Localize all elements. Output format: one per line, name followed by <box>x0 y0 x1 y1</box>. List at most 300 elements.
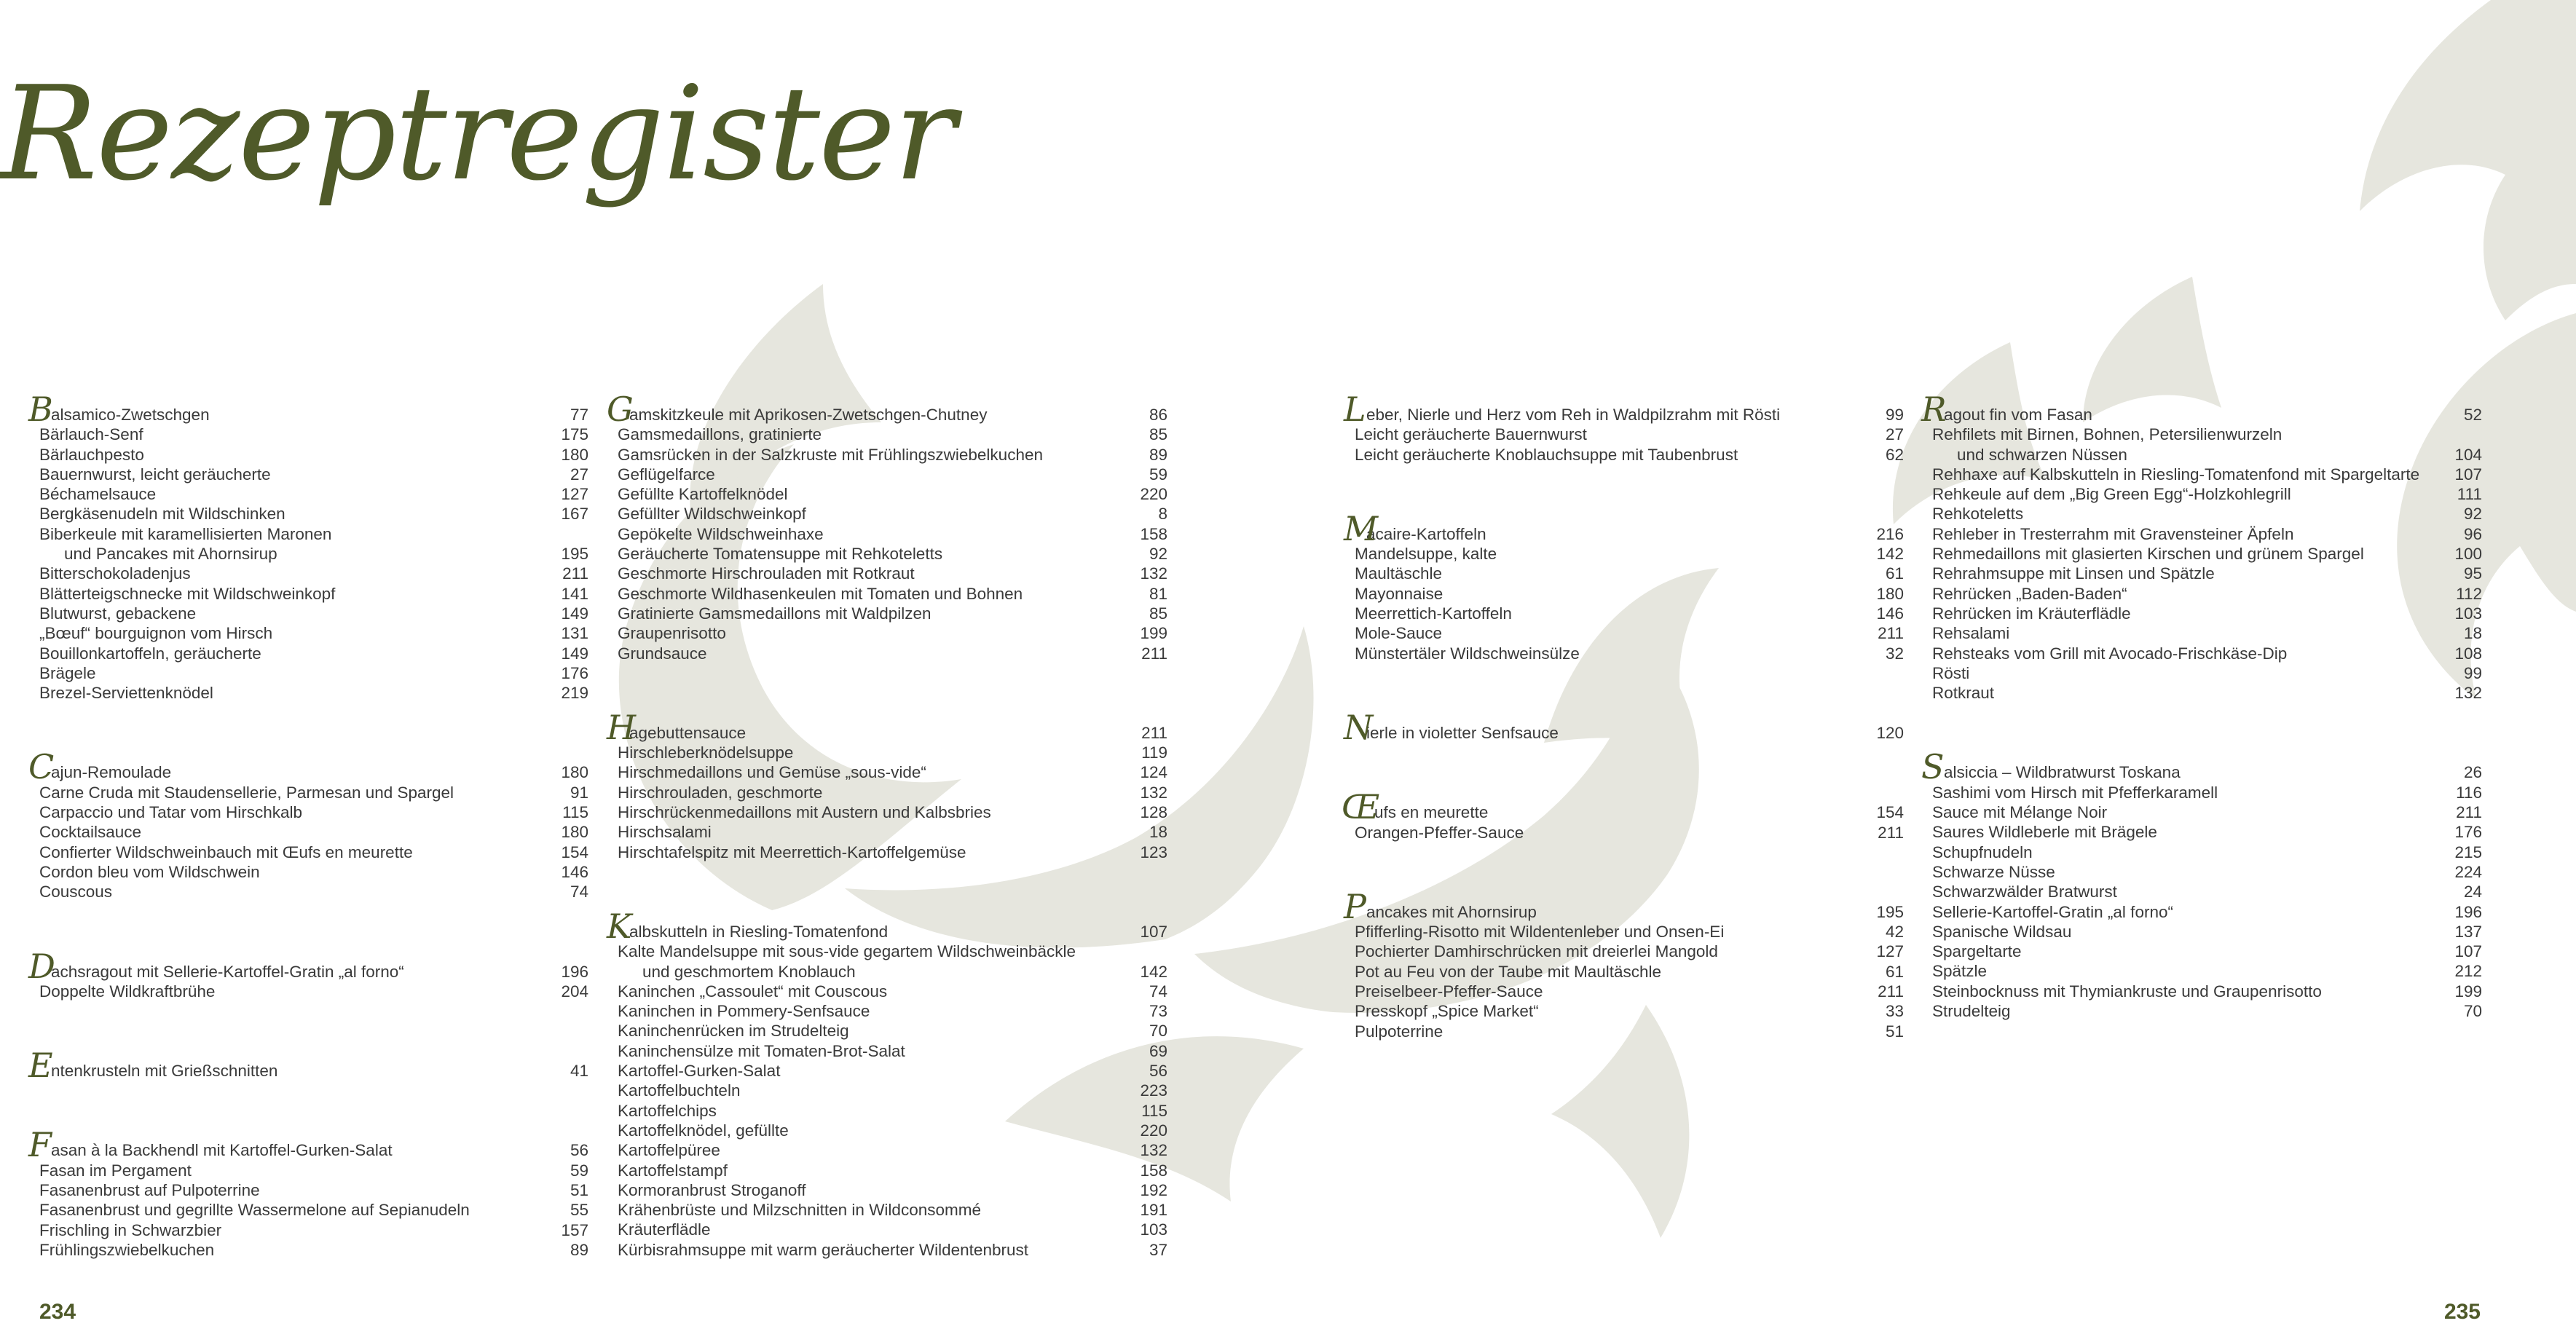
entry-page-number: 204 <box>561 982 588 1001</box>
index-section <box>1342 787 1904 842</box>
index-entry <box>28 1046 588 1086</box>
entry-title: Bouillonkartoffeln, geräucherte <box>39 644 261 663</box>
entry-page-number: 211 <box>2456 803 2482 822</box>
index-entry <box>39 683 588 703</box>
index-entry <box>618 484 1167 504</box>
index-entry <box>39 802 588 822</box>
entry-page-number: 51 <box>570 1181 588 1200</box>
index-entry <box>618 524 1167 544</box>
entry-page-number: 33 <box>1885 1002 1904 1021</box>
entry-page-number: 99 <box>1885 406 1904 424</box>
index-entry <box>1932 683 2482 703</box>
entry-title: agebuttensauce <box>629 723 747 742</box>
entry-page-number: 180 <box>561 763 588 782</box>
index-entry <box>39 1240 588 1260</box>
entry-page-number: 196 <box>561 962 588 981</box>
entry-page-number: 85 <box>1149 425 1167 444</box>
entry-title: Gamsrücken in der Salzkruste mit Frühlingszwiebelkuchen <box>618 445 1043 464</box>
entry-title: Kormoranbrust Stroganoff <box>618 1180 806 1199</box>
index-entry <box>1355 623 1904 643</box>
index-entry <box>618 644 1167 663</box>
index-entry <box>1355 564 1904 583</box>
entry-title: Bitterschokoladenjus <box>39 564 191 583</box>
entry-page-number: 70 <box>2463 1002 2482 1021</box>
entry-title: Geschmorte Wildhasenkeulen mit Tomaten und Bohnen <box>618 584 1023 603</box>
initial-letter: G <box>607 390 634 429</box>
entry-title: Gratinierte Gamsmedaillons mit Waldpilzen <box>618 604 931 623</box>
entry-title: Maultäschle <box>1355 564 1443 583</box>
entry-page-number: 175 <box>561 425 588 444</box>
index-entry <box>1932 982 2482 1001</box>
entry-title: Frühlingszwiebelkuchen <box>39 1240 215 1259</box>
index-entry <box>1932 961 2482 981</box>
entry-page-number: 81 <box>1149 584 1167 603</box>
index-entry <box>28 1125 588 1165</box>
entry-title: Spanische Wildsau <box>1932 922 2072 941</box>
index-section <box>1344 886 1904 1041</box>
index-section <box>28 1125 588 1260</box>
entry-title: Geflügelfarce <box>618 465 715 484</box>
index-section <box>1921 747 2482 1021</box>
index-entry <box>618 1081 1167 1100</box>
entry-page-number: 192 <box>1140 1180 1167 1199</box>
index-entry <box>607 390 1167 429</box>
entry-page-number: 195 <box>1876 902 1904 921</box>
index-entry <box>618 1200 1167 1220</box>
index-entry <box>618 1121 1167 1140</box>
index-entry <box>1344 508 1904 548</box>
entry-page-number: 127 <box>1876 942 1904 961</box>
entry-page-number: 132 <box>1140 564 1167 583</box>
index-entry <box>1932 802 2482 822</box>
index-entry <box>1355 823 1904 842</box>
entry-page-number: 157 <box>561 1220 588 1239</box>
page-number-right: 235 <box>2443 1300 2481 1324</box>
entry-page-number: 73 <box>1149 1002 1167 1021</box>
entry-title: Blätterteigschnecke mit Wildschweinkopf <box>39 584 336 603</box>
entry-page-number: 224 <box>2454 862 2482 881</box>
initial-letter: M <box>1344 508 1379 548</box>
index-entry <box>39 623 588 643</box>
entry-title: Hirschrouladen, geschmorte <box>618 783 823 802</box>
index-entry <box>39 524 588 544</box>
index-entry <box>39 484 588 504</box>
entry-page-number: 146 <box>561 862 588 881</box>
entry-page-number: 149 <box>561 644 588 663</box>
index-entry <box>1355 982 1904 1001</box>
entry-page-number: 62 <box>1885 445 1904 464</box>
entry-title: Schwarze Nüsse <box>1932 862 2055 881</box>
entry-page-number: 211 <box>1141 644 1167 663</box>
index-entry <box>607 707 1167 747</box>
entry-title: Brezel-Serviettenknödel <box>39 684 213 703</box>
index-entry <box>618 544 1167 564</box>
entry-page-number: 111 <box>2457 485 2482 504</box>
entry-page-number: 141 <box>561 584 588 603</box>
entry-title: Hirschsalami <box>618 823 712 842</box>
entry-page-number: 211 <box>1141 723 1167 742</box>
index-entry <box>39 465 588 484</box>
entry-title: Pot au Feu von der Taube mit Maultäschle <box>1355 962 1662 981</box>
index-entry <box>39 822 588 842</box>
entry-page-number: 61 <box>1885 564 1904 583</box>
entry-page-number: 199 <box>1140 624 1167 643</box>
entry-page-number: 18 <box>1149 823 1167 842</box>
entry-page-number: 96 <box>2463 524 2482 543</box>
entry-title: ajun-Remoulade <box>51 763 172 782</box>
entry-title: Graupenrisotto <box>618 624 726 643</box>
index-entry <box>618 604 1167 623</box>
entry-page-number: 216 <box>1876 524 1904 543</box>
entry-title: Hirschrückenmedaillons mit Austern und Kalbsbries <box>618 803 991 822</box>
index-entry <box>39 445 588 465</box>
entry-title: Fasanenbrust auf Pulpoterrine <box>39 1181 260 1200</box>
entry-title: Carpaccio und Tatar vom Hirschkalb <box>39 803 302 822</box>
entry-title: Sashimi vom Hirsch mit Pfefferkaramell <box>1932 783 2218 802</box>
index-entry <box>607 906 1167 946</box>
entry-title: Rehrücken „Baden-Baden“ <box>1932 584 2127 603</box>
entry-page-number: 176 <box>561 663 588 682</box>
index-entry <box>39 663 588 683</box>
entry-page-number: 158 <box>1140 1161 1167 1180</box>
initial-letter: E <box>28 1046 53 1086</box>
entry-page-number: 8 <box>1158 505 1167 524</box>
index-entry <box>39 504 588 524</box>
index-section <box>1921 390 2482 703</box>
entry-page-number: 123 <box>1140 842 1167 861</box>
entry-page-number: 120 <box>1876 723 1904 742</box>
entry-page-number: 27 <box>570 465 588 484</box>
initial-letter: Œ <box>1342 787 1380 827</box>
entry-page-number: 132 <box>1140 783 1167 802</box>
index-section <box>1344 390 1904 465</box>
entry-page-number: 220 <box>1140 1121 1167 1140</box>
initial-letter: C <box>28 747 55 787</box>
entry-title: Kaninchensülze mit Tomaten-Brot-Salat <box>618 1041 905 1060</box>
initial-letter: N <box>1344 707 1374 747</box>
entry-page-number: 41 <box>570 1062 588 1081</box>
index-entry <box>618 1001 1167 1021</box>
index-entry <box>1932 465 2482 484</box>
index-entry <box>1932 584 2482 604</box>
index-entry <box>1932 942 2482 961</box>
initial-letter: L <box>1344 390 1366 429</box>
entry-page-number: 27 <box>1885 425 1904 444</box>
entry-title: Brägele <box>39 663 96 682</box>
entry-title: Gamsmedaillons, gratinierte <box>618 425 822 444</box>
entry-page-number: 115 <box>562 803 588 822</box>
page-number-left: 234 <box>39 1300 76 1324</box>
index-entry <box>618 743 1167 762</box>
entry-title: Confierter Wildschweinbauch mit Œufs en meurette <box>39 842 413 861</box>
entry-page-number: 24 <box>2463 883 2482 901</box>
entry-page-number: 95 <box>2463 564 2482 583</box>
index-section <box>607 707 1167 862</box>
index-entry <box>618 465 1167 484</box>
initial-letter: H <box>607 707 637 747</box>
entry-title: Pulpoterrine <box>1355 1022 1443 1041</box>
initial-letter: R <box>1921 390 1947 429</box>
index-entry <box>618 1021 1167 1041</box>
index-entry <box>1355 604 1904 623</box>
entry-title: Blutwurst, gebackene <box>39 604 197 623</box>
entry-title: Fasanenbrust und gegrillte Wassermelone auf Sepianudeln <box>39 1201 470 1220</box>
entry-title: Geräucherte Tomatensuppe mit Rehkoteletts <box>618 545 943 564</box>
entry-title: Preiselbeer-Pfeffer-Sauce <box>1355 982 1543 1001</box>
entry-title: Gefüllter Wildschweinkopf <box>618 505 806 524</box>
entry-title: Kaninchenrücken im Strudelteig <box>618 1022 849 1041</box>
entry-title: Hirschmedaillons und Gemüse „sous-vide“ <box>618 763 926 782</box>
index-entry <box>618 445 1167 465</box>
index-entry <box>39 644 588 663</box>
entry-page-number: 92 <box>1149 545 1167 564</box>
index-entry <box>39 862 588 882</box>
entry-page-number: 77 <box>570 406 588 424</box>
entry-title: Pfifferling-Risotto mit Wildentenleber und Onsen-Ei <box>1355 923 1725 942</box>
index-entry <box>1355 922 1904 942</box>
entry-title: alsamico-Zwetschgen <box>51 406 210 424</box>
index-entry <box>1932 524 2482 544</box>
entry-title: Pochierter Damhirschrücken mit dreierlei Mangold <box>1355 942 1718 961</box>
index-entry <box>618 942 1167 961</box>
entry-title: acaire-Kartoffeln <box>1366 524 1486 543</box>
entry-title: agout fin vom Fasan <box>1944 406 2092 424</box>
entry-page-number: 142 <box>1876 545 1904 564</box>
entry-page-number: 51 <box>1885 1022 1904 1041</box>
index-entry <box>39 604 588 623</box>
entry-title: asan à la Backhendl mit Kartoffel-Gurken-Salat <box>51 1141 393 1160</box>
entry-title: alsiccia – Wildbratwurst Toskana <box>1944 763 2181 782</box>
entry-title: Spargeltarte <box>1932 942 2022 961</box>
entry-title: Rehhaxe auf Kalbskutteln in Riesling-Tomatenfond mit Spargeltarte <box>1932 465 2420 484</box>
index-entry <box>1932 862 2482 882</box>
entry-page-number: 127 <box>561 485 588 504</box>
index-entry <box>1932 663 2482 683</box>
index-entry <box>1932 445 2482 465</box>
index-entry <box>1355 962 1904 982</box>
index-entry <box>1355 1022 1904 1041</box>
entry-title: Schwarzwälder Bratwurst <box>1932 883 2117 901</box>
entry-title: Kaninchen in Pommery-Senfsauce <box>618 1002 870 1021</box>
index-entry <box>618 762 1167 782</box>
index-column-1 <box>28 390 588 1260</box>
entry-title: Rehleber in Tresterrahm mit Gravensteiner Äpfeln <box>1932 524 2294 543</box>
entry-title: Sauce mit Mélange Noir <box>1932 803 2108 822</box>
index-entry <box>618 504 1167 524</box>
entry-title: Carne Cruda mit Staudensellerie, Parmesan und Spargel <box>39 783 454 802</box>
index-entry <box>618 1220 1167 1239</box>
entry-title: Kartoffelchips <box>618 1101 717 1120</box>
index-entry <box>1355 425 1904 444</box>
index-entry <box>1932 623 2482 643</box>
index-entry <box>1932 783 2482 802</box>
entry-page-number: 132 <box>1140 1141 1167 1160</box>
entry-page-number: 55 <box>570 1201 588 1220</box>
entry-title: albskutteln in Riesling-Tomatenfond <box>629 922 889 941</box>
entry-page-number: 167 <box>561 505 588 524</box>
index-entry <box>618 962 1167 982</box>
index-section <box>607 906 1167 1260</box>
entry-title: Bergkäsenudeln mit Wildschinken <box>39 505 285 524</box>
entry-title: Rösti <box>1932 663 1970 682</box>
index-entry <box>39 544 588 564</box>
index-entry <box>618 1140 1167 1160</box>
entry-page-number: 211 <box>1878 823 1904 842</box>
entry-title: Couscous <box>39 883 113 901</box>
index-entry <box>39 425 588 444</box>
entry-page-number: 146 <box>1876 604 1904 623</box>
entry-title: Béchamelsauce <box>39 485 157 504</box>
entry-title: ierle in violetter Senfsauce <box>1366 723 1559 742</box>
initial-letter: S <box>1921 747 1945 787</box>
entry-page-number: 131 <box>561 624 588 643</box>
entry-page-number: 119 <box>1141 743 1167 762</box>
index-section <box>28 946 588 1002</box>
index-entry <box>1932 644 2482 663</box>
index-entry <box>618 783 1167 802</box>
index-entry <box>1932 902 2482 922</box>
entry-title: Rotkraut <box>1932 684 1995 703</box>
entry-title: Münstertäler Wildschweinsülze <box>1355 644 1580 663</box>
entry-title: Spätzle <box>1932 962 1988 981</box>
entry-page-number: 89 <box>570 1240 588 1259</box>
entry-page-number: 32 <box>1885 644 1904 663</box>
index-entry <box>39 584 588 604</box>
index-entry <box>1932 822 2482 842</box>
entry-page-number: 215 <box>2454 842 2482 861</box>
entry-title: „Bœuf“ bourguignon vom Hirsch <box>39 624 273 643</box>
index-entry <box>618 584 1167 604</box>
entry-page-number: 107 <box>2454 942 2482 961</box>
entry-title: Krähenbrüste und Milzschnitten in Wildconsommé <box>618 1201 981 1220</box>
index-entry <box>28 946 588 986</box>
entry-title: Hirschleberknödelsuppe <box>618 743 794 762</box>
entry-page-number: 18 <box>2463 624 2482 643</box>
index-entry <box>618 822 1167 842</box>
entry-page-number: 158 <box>1140 524 1167 543</box>
entry-title: ntenkrusteln mit Grießschnitten <box>51 1062 278 1081</box>
entry-title: Kräuterflädle <box>618 1220 711 1239</box>
entry-title: Mandelsuppe, kalte <box>1355 545 1497 564</box>
index-entry <box>618 1041 1167 1061</box>
entry-page-number: 212 <box>2454 962 2482 981</box>
entry-page-number: 211 <box>1878 982 1904 1001</box>
entry-page-number: 74 <box>570 883 588 901</box>
entry-title: Rehsalami <box>1932 624 2010 643</box>
index-entry <box>1932 544 2482 564</box>
index-entry <box>618 1101 1167 1121</box>
index-entry <box>618 842 1167 862</box>
entry-title: Fasan im Pergament <box>39 1161 192 1180</box>
entry-title: Bärlauchpesto <box>39 445 144 464</box>
index-entry <box>618 1061 1167 1081</box>
entry-page-number: 59 <box>570 1161 588 1180</box>
entry-page-number: 70 <box>1149 1022 1167 1041</box>
entry-title: Kürbisrahmsuppe mit warm geräucherter Wildentenbrust <box>618 1240 1028 1259</box>
index-section <box>28 1046 588 1086</box>
index-entry <box>1932 504 2482 524</box>
entry-page-number: 219 <box>561 684 588 703</box>
index-section <box>1344 508 1904 663</box>
index-section <box>28 390 588 703</box>
entry-title: ancakes mit Ahornsirup <box>1366 902 1537 921</box>
index-entry <box>1921 747 2482 787</box>
entry-page-number: 108 <box>2454 644 2482 663</box>
entry-title: achsragout mit Sellerie-Kartoffel-Gratin „al forno“ <box>51 962 404 981</box>
entry-page-number: 142 <box>1140 962 1167 981</box>
index-entry <box>39 1180 588 1200</box>
entry-title: Kaninchen „Cassoulet“ mit Couscous <box>618 982 888 1001</box>
entry-page-number: 132 <box>2454 684 2482 703</box>
index-entry <box>28 747 588 787</box>
index-entry <box>39 1220 588 1240</box>
entry-title: Frischling in Schwarzbier <box>39 1220 222 1239</box>
index-entry <box>39 564 588 583</box>
index-entry <box>39 1161 588 1180</box>
entry-page-number: 115 <box>1141 1101 1167 1120</box>
index-entry <box>39 1200 588 1220</box>
entry-title: Presskopf „Spice Market“ <box>1355 1002 1539 1021</box>
entry-title: Gepökelte Wildschweinhaxe <box>618 524 824 543</box>
index-entry <box>28 390 588 429</box>
entry-page-number: 104 <box>2454 445 2482 464</box>
index-entry <box>1355 584 1904 604</box>
index-entry <box>618 564 1167 583</box>
index-column-3 <box>1342 390 1904 1041</box>
index-entry <box>39 982 588 1001</box>
initial-letter: D <box>28 946 55 986</box>
entry-title: und Pancakes mit Ahornsirup <box>64 545 277 564</box>
entry-page-number: 107 <box>2454 465 2482 484</box>
index-entry <box>1932 425 2482 444</box>
entry-page-number: 223 <box>1140 1081 1167 1100</box>
entry-page-number: 91 <box>570 783 588 802</box>
entry-title: Geschmorte Hirschrouladen mit Rotkraut <box>618 564 915 583</box>
entry-page-number: 196 <box>2454 902 2482 921</box>
index-column-2 <box>607 390 1167 1260</box>
index-entry <box>39 882 588 901</box>
entry-page-number: 99 <box>2463 663 2482 682</box>
entry-title: Sellerie-Kartoffel-Gratin „al forno“ <box>1932 902 2173 921</box>
entry-page-number: 74 <box>1149 982 1167 1001</box>
entry-page-number: 85 <box>1149 604 1167 623</box>
index-entry <box>1344 707 1904 747</box>
index-entry <box>1355 445 1904 465</box>
entry-title: Rehrücken im Kräuterflädle <box>1932 604 2131 623</box>
entry-title: ufs en meurette <box>1374 803 1489 822</box>
entry-title: Rehmedaillons mit glasierten Kirschen und grünem Spargel <box>1932 545 2364 564</box>
entry-title: Cocktailsauce <box>39 823 142 842</box>
index-entry <box>618 623 1167 643</box>
entry-page-number: 37 <box>1149 1240 1167 1259</box>
entry-page-number: 52 <box>2463 406 2482 424</box>
entry-page-number: 128 <box>1140 803 1167 822</box>
entry-page-number: 56 <box>1149 1062 1167 1081</box>
entry-title: eber, Nierle und Herz vom Reh in Waldpilzrahm mit Rösti <box>1366 406 1781 424</box>
entry-title: Rehkoteletts <box>1932 505 2024 524</box>
entry-page-number: 116 <box>2456 783 2482 802</box>
page-title: Rezeptregister <box>0 58 955 209</box>
entry-title: Hirschtafelspitz mit Meerrettich-Kartoffelgemüse <box>618 842 966 861</box>
entry-title: Kalte Mandelsuppe mit sous-vide gegartem Wildschweinbäckle <box>618 942 1076 961</box>
entry-page-number: 176 <box>2454 823 2482 842</box>
entry-title: Grundsauce <box>618 644 707 663</box>
entry-page-number: 89 <box>1149 445 1167 464</box>
index-entry <box>1344 390 1904 429</box>
index-section <box>1344 707 1904 747</box>
entry-title: Saures Wildleberle mit Brägele <box>1932 823 2157 842</box>
entry-page-number: 26 <box>2463 763 2482 782</box>
